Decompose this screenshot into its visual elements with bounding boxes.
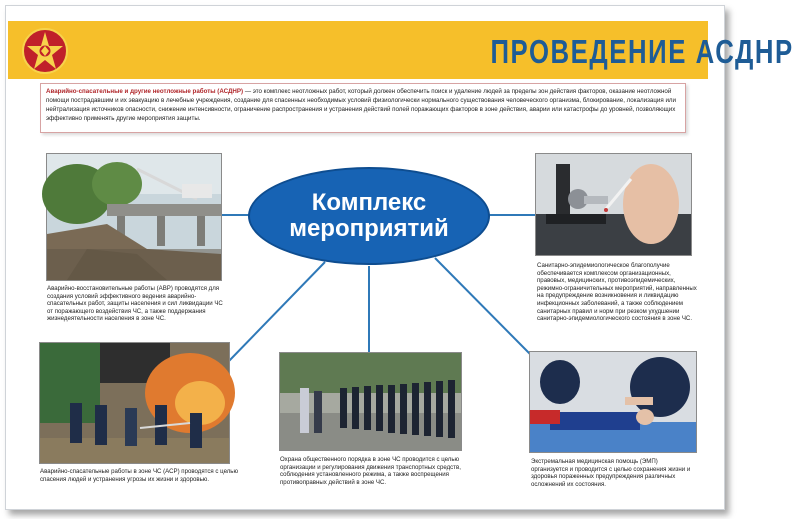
police-cordon-photo [279, 352, 462, 451]
public-order-caption: Охрана общественного порядка в зоне ЧС проводится с целью организации и регулирования движения транспортных средств, соблюдения установленного режима, а также воспрещения противоправных действий в зоне ЧС. [280, 456, 461, 486]
center-title-line2: мероприятий [289, 215, 449, 242]
emergency-medical-caption: Экстремальная медицинская помощь (ЭМП) организуется и проводится с целью сохранения жизни и здоровья пораженных предупреждения различных осложнений их состояния. [531, 458, 691, 488]
avr-caption: Аварийно-восстановительные работы (АВР) проводятся для создания условий эффективного ведения аварийно-спасательных работ, защиты населения и сил ликвидации ЧС от поражающего воздействия ЧС, а также поддержания жизнедеятельности населения в зоне ЧС. [47, 285, 223, 323]
center-title-line1: Комплекс [311, 189, 427, 216]
microscope-lab-photo [535, 153, 692, 256]
page-title: ПРОВЕДЕНИЕ АСДНР [490, 33, 794, 70]
connector-line [228, 262, 325, 362]
medical-help-photo [529, 351, 697, 453]
intro-term: Аварийно-спасательные и другие неотложные работы (АСДНР) [46, 88, 244, 95]
intro-text: — это комплекс неотложных работ, который должен обеспечить поиск и удаление людей за пределы зон действия факторов, оказание неотложной помощи пострадавшим и их эвакуацию в лечебные учреждения, создание для спасенных необходимых условий физиологически нормального существования человеческого организма, блокирование, локализация или нейтрализация источников опасности, снижение интенсивности, ограничение распространения и устранения действий полей поражающих факторов в зоне действия, аварии или катастрофы до уровней, позволяющих эффективно применять другие мероприятия защиты. [46, 88, 676, 122]
asr-caption: Аварийно-спасательные работы в зоне ЧС (АСР) проводятся с целью спасения людей и устранения угрозы их жизни и здоровью. [40, 468, 239, 483]
sanitary-caption: Санитарно-эпидемиологическое благополучие обеспечивается комплексом организационных, правовых, медицинских, противоэпидемических, режимно-ограничительных мероприятий, направленных на предупреждение возникновения и ликвидацию инфекционных заболеваний, а также соблюдением санитарных правил и норм при резком ухудшении санитарно-эпидемиологического состояния в зоне ЧС. [537, 262, 697, 323]
bridge-collapse-photo [46, 153, 222, 281]
firefighters-photo [39, 342, 230, 464]
connector-line [435, 258, 530, 354]
center-oval [248, 167, 490, 265]
